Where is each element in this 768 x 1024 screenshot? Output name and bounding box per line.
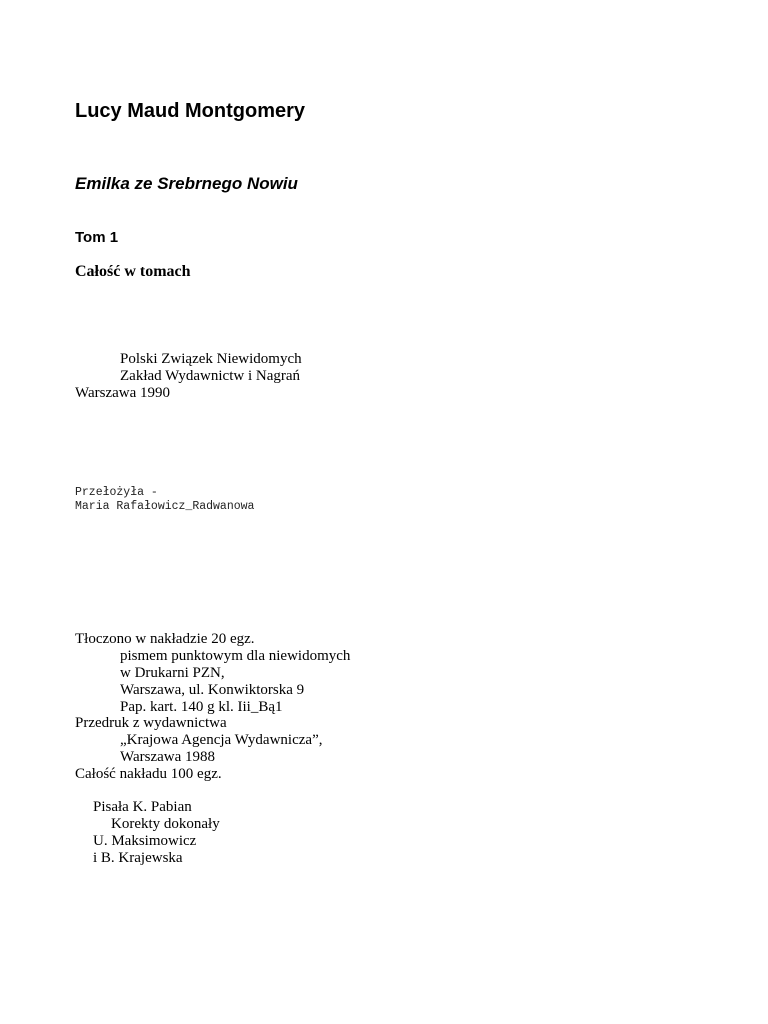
publisher-line: Zakład Wydawnictw i Nagrań: [120, 368, 301, 384]
imprint-line: Warszawa, ul. Konwiktorska 9: [120, 682, 305, 698]
translator-name: Maria Rafałowicz_Radwanowa: [75, 500, 255, 513]
imprint-line: Warszawa 1988: [120, 749, 216, 765]
book-title: Emilka ze Srebrnego Nowiu: [75, 174, 298, 193]
credit-line: Pisała K. Pabian: [93, 799, 192, 815]
imprint-line: w Drukarni PZN,: [120, 665, 225, 681]
credit-line: i B. Krajewska: [93, 850, 183, 866]
imprint-line: Przedruk z wydawnictwa: [75, 715, 227, 731]
imprint-line: pismem punktowym dla niewidomych: [120, 648, 351, 664]
imprint-line: Całość nakładu 100 egz.: [75, 766, 222, 782]
collection-label: Całość w tomach: [75, 263, 191, 280]
imprint-line: „Krajowa Agencja Wydawnicza”,: [120, 732, 323, 748]
credit-line: Korekty dokonały: [111, 816, 220, 832]
imprint-line: Tłoczono w nakładzie 20 egz.: [75, 631, 255, 647]
publisher-city-year: Warszawa 1990: [75, 385, 171, 401]
author-name: Lucy Maud Montgomery: [75, 100, 306, 122]
publisher-line: Polski Związek Niewidomych: [120, 351, 302, 367]
translator-label: Przełożyła -: [75, 486, 158, 499]
credit-line: U. Maksimowicz: [93, 833, 197, 849]
imprint-line: Pap. kart. 140 g kl. Iii_Bą1: [120, 699, 283, 715]
volume-label: Tom 1: [75, 229, 119, 246]
